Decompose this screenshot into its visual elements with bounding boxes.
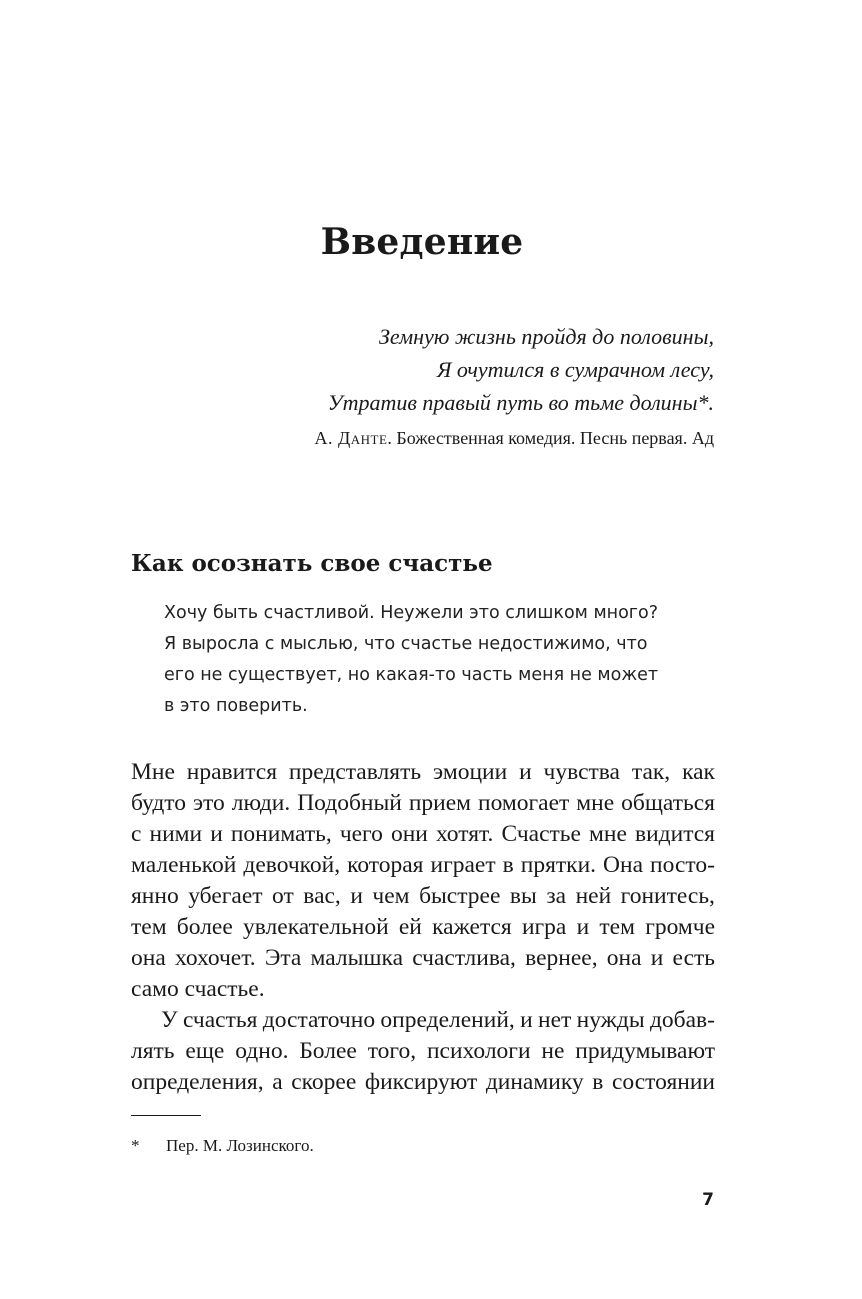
- word: помогает: [478, 790, 570, 816]
- epigraph-attribution: [314, 425, 714, 451]
- word: за: [546, 883, 567, 909]
- word: нравится: [186, 759, 278, 785]
- word: определения,: [131, 1069, 264, 1095]
- word: чем: [372, 883, 410, 909]
- body-line: [131, 788, 715, 819]
- word: придумывают: [575, 1038, 715, 1064]
- word: Эта: [264, 945, 302, 971]
- word: общаться: [621, 790, 715, 816]
- word: люди.: [231, 790, 291, 816]
- word: прятки.: [520, 852, 597, 878]
- word: которая: [347, 852, 424, 878]
- word: еще: [185, 1038, 225, 1064]
- word: психологи: [426, 1038, 531, 1064]
- word: нет: [538, 1007, 572, 1033]
- word: и: [519, 759, 532, 785]
- word: маленькой: [131, 852, 237, 878]
- word: Счастье: [501, 821, 581, 847]
- word: с: [131, 821, 142, 847]
- word: а: [272, 1069, 283, 1095]
- word: в: [592, 1069, 604, 1095]
- word: хохочет.: [174, 945, 256, 971]
- word: громче: [645, 914, 715, 940]
- word: кажется: [432, 914, 512, 940]
- word: в: [502, 852, 514, 878]
- word: хотят.: [435, 821, 494, 847]
- quote-line: его не существует, но какая-то часть меня не может: [164, 665, 659, 685]
- word: это: [192, 790, 225, 816]
- body-text: [131, 757, 715, 1098]
- word: ей: [398, 914, 422, 940]
- word: так,: [631, 759, 671, 785]
- word: нужды: [576, 1007, 645, 1033]
- word: эмоции: [432, 759, 508, 785]
- epigraph-line: Утратив правый путь во тьме долины*.: [327, 390, 714, 415]
- word: тем: [131, 914, 167, 940]
- word: чего: [339, 821, 383, 847]
- word: гонитесь,: [620, 883, 715, 909]
- word: от: [272, 883, 294, 909]
- word: динамику: [485, 1069, 584, 1095]
- word: чувства: [543, 759, 620, 785]
- word: мне: [589, 821, 627, 847]
- word: убегает: [188, 883, 263, 909]
- section-heading: Как осознать свое счастье: [131, 550, 493, 577]
- word: есть: [672, 945, 715, 971]
- word: играет: [430, 852, 496, 878]
- word: мне: [576, 790, 615, 816]
- word: как: [682, 759, 715, 785]
- word: не: [541, 1038, 565, 1064]
- word: прием: [408, 790, 472, 816]
- word: она: [606, 945, 642, 971]
- epigraph-line: Я очутился в сумрачном лесу,: [436, 357, 714, 382]
- word: вы: [509, 883, 537, 909]
- word: того,: [367, 1038, 417, 1064]
- word: малышка: [310, 945, 403, 971]
- body-line: [131, 912, 715, 943]
- word: будто: [131, 790, 186, 816]
- body-line: само счастье.: [131, 976, 265, 1002]
- chapter-title: Введение: [320, 221, 524, 263]
- word: одно.: [235, 1038, 289, 1064]
- footnote: [131, 1134, 314, 1158]
- word: Мне: [131, 759, 175, 785]
- word: более: [176, 914, 233, 940]
- word: достаточно: [262, 1007, 376, 1033]
- word: и: [210, 821, 223, 847]
- word: добав-: [649, 1007, 715, 1033]
- footnote-mark: *: [131, 1136, 140, 1155]
- quote-line: в это поверить.: [164, 696, 308, 716]
- word: У: [161, 1007, 178, 1033]
- word: Подобный: [297, 790, 402, 816]
- body-line: [131, 850, 715, 881]
- word: определений,: [380, 1007, 515, 1033]
- word: тем: [599, 914, 635, 940]
- epigraph-source: . Божественная комедия. Песнь первая. Ад: [387, 428, 714, 448]
- quote-line: Я выросла с мыслью, что счастье недостижимо, что: [164, 634, 648, 654]
- word: Она: [603, 852, 644, 878]
- body-line: [131, 1036, 715, 1067]
- word: фиксируют: [364, 1069, 478, 1095]
- word: она: [131, 945, 166, 971]
- body-line: [131, 757, 715, 788]
- word: игра: [521, 914, 567, 940]
- word: счастья: [182, 1007, 258, 1033]
- word: счастлива,: [412, 945, 516, 971]
- word: состоянии: [611, 1069, 715, 1095]
- word: девочкой,: [243, 852, 341, 878]
- body-line: [131, 1005, 715, 1036]
- body-line: [131, 943, 715, 974]
- word: и: [520, 1007, 533, 1033]
- word: ними: [149, 821, 203, 847]
- footnote-text: Пер. М. Лозинского.: [166, 1136, 314, 1155]
- page-number: 7: [702, 1190, 714, 1210]
- client-quote: [164, 598, 724, 722]
- word: быстрее: [419, 883, 501, 909]
- epigraph-author: А. Данте: [314, 428, 388, 448]
- word: увлекательной: [243, 914, 389, 940]
- word: посто-: [650, 852, 715, 878]
- word: они: [390, 821, 428, 847]
- body-line: [131, 819, 715, 850]
- epigraph-line: Земную жизнь пройдя до половины,: [379, 324, 714, 349]
- body-line: [131, 1067, 715, 1098]
- word: янно: [131, 883, 179, 909]
- word: ней: [575, 883, 612, 909]
- word: скорее: [291, 1069, 357, 1095]
- word: вас,: [303, 883, 341, 909]
- word: и: [350, 883, 363, 909]
- footnote-divider: [131, 1115, 201, 1116]
- word: вернее,: [525, 945, 598, 971]
- word: представлять: [288, 759, 422, 785]
- body-line: [131, 881, 715, 912]
- word: и: [576, 914, 590, 940]
- quote-line: Хочу быть счастливой. Неужели это слишком много?: [164, 603, 658, 623]
- word: Более: [299, 1038, 357, 1064]
- word: лять: [131, 1038, 175, 1064]
- word: понимать,: [230, 821, 332, 847]
- word: видится: [634, 821, 715, 847]
- word: и: [650, 945, 664, 971]
- epigraph: [314, 320, 714, 451]
